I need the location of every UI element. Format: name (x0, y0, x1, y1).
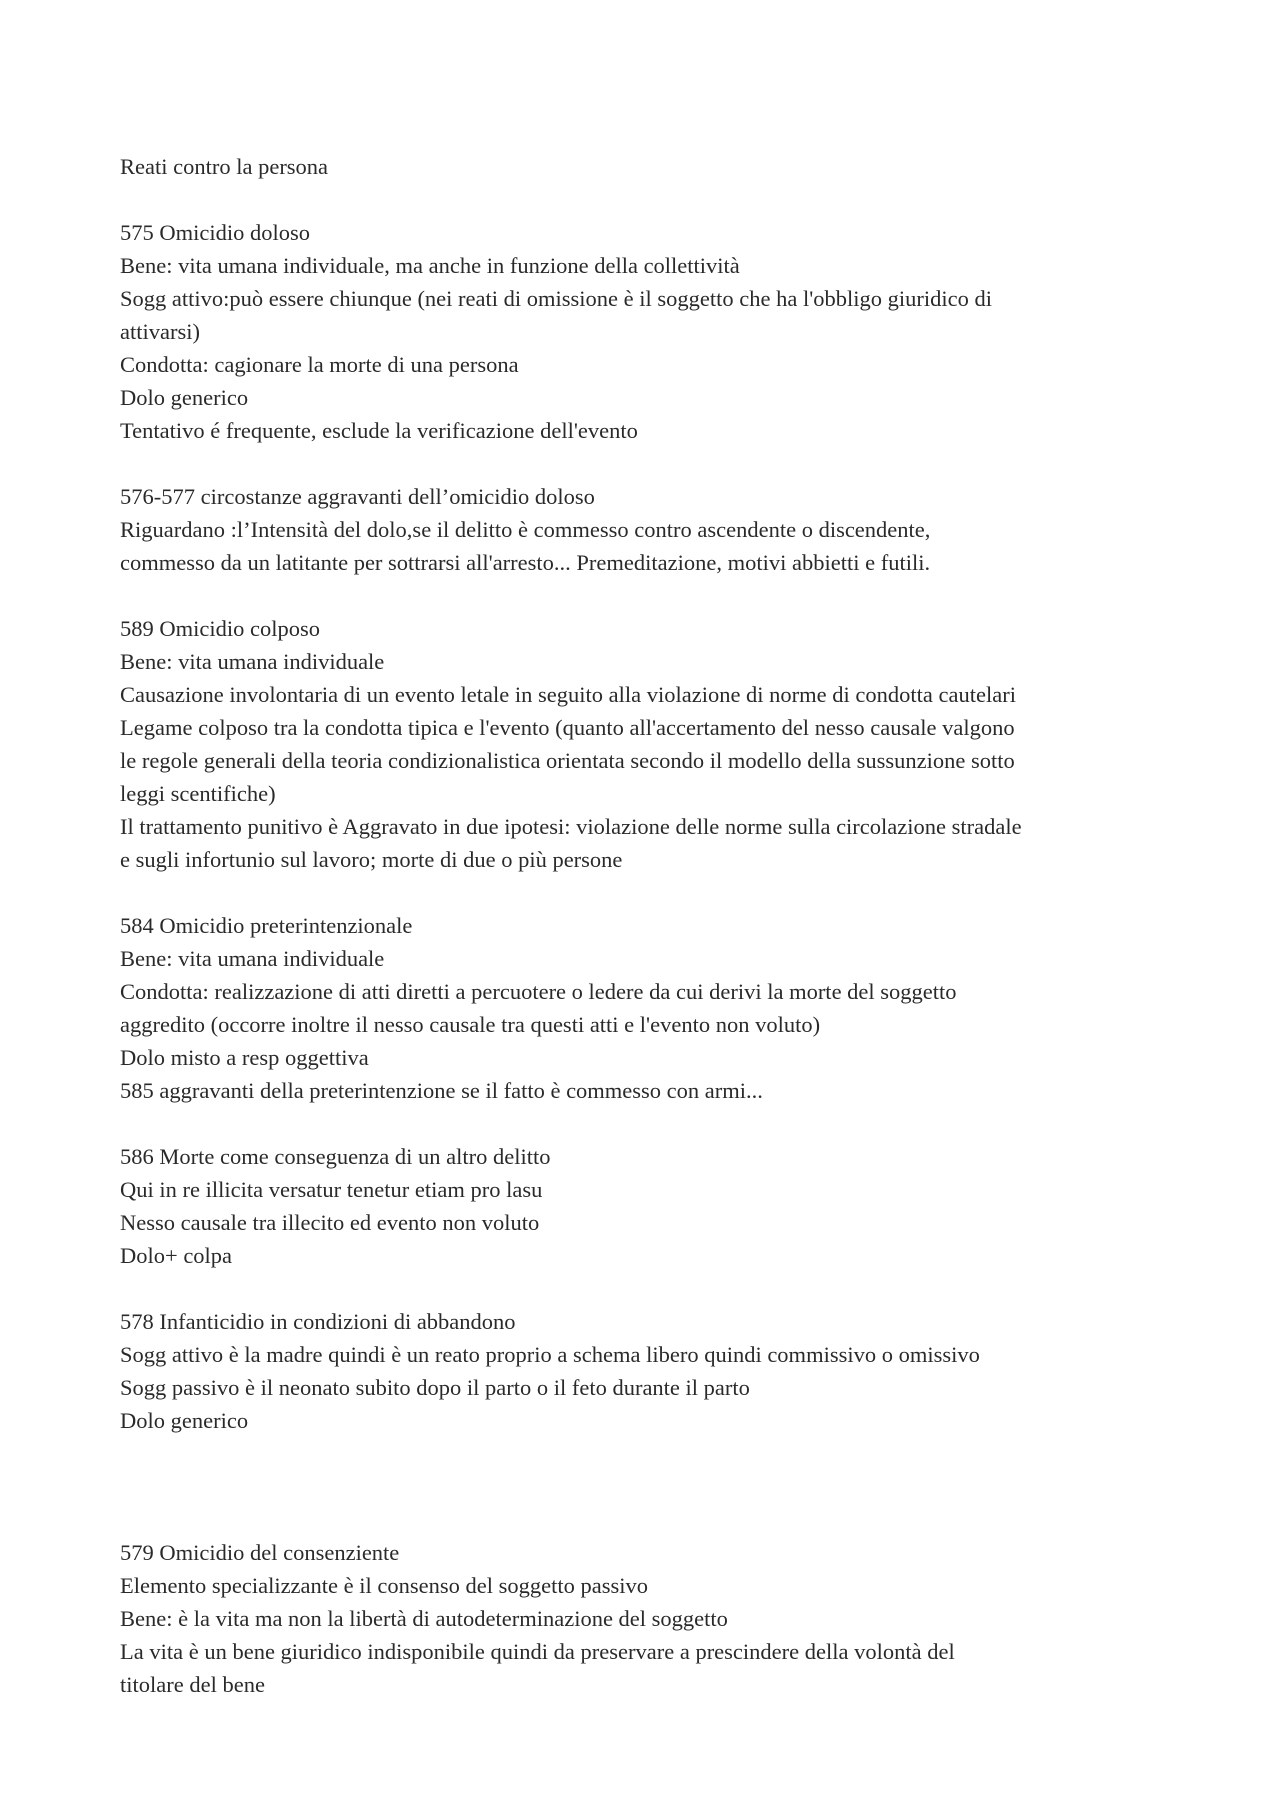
text-line: Sogg attivo:può essere chiunque (nei reati di omissione è il soggetto che ha l'obbligo giuridico di (120, 286, 993, 311)
section-578-infanticidio (120, 1305, 1170, 1437)
text-line: Condotta: realizzazione di atti diretti a percuotere o ledere da cui derivi la morte del soggetto (120, 979, 957, 1004)
text-line: Dolo+ colpa (120, 1243, 233, 1268)
document-title: Reati contro la persona (120, 154, 329, 179)
text-line: aggredito (occorre inoltre il nesso causale tra questi atti e l'evento non voluto) (120, 1012, 821, 1037)
section-heading: 579 Omicidio del consenziente (120, 1540, 400, 1565)
text-line: e sugli infortunio sul lavoro; morte di due o più persone (120, 847, 623, 872)
section-586-morte-conseguenza (120, 1140, 1170, 1272)
section-heading: 575 Omicidio doloso (120, 220, 310, 245)
text-line: Dolo generico (120, 385, 249, 410)
text-line: Dolo misto a resp oggettiva (120, 1045, 369, 1070)
text-line: commesso da un latitante per sottrarsi all'arresto... Premeditazione, motivi abbietti e futili. (120, 550, 931, 575)
text-line: Bene: vita umana individuale (120, 649, 385, 674)
text-line: Riguardano :l’Intensità del dolo,se il delitto è commesso contro ascendente o discendente, (120, 517, 931, 542)
section-heading: 576-577 circostanze aggravanti dell’omicidio doloso (120, 484, 595, 509)
text-line: Causazione involontaria di un evento letale in seguito alla violazione di norme di condotta cautelari (120, 682, 1016, 707)
text-line: titolare del bene (120, 1672, 265, 1697)
text-line: Bene: è la vita ma non la libertà di autodeterminazione del soggetto (120, 1606, 728, 1631)
text-line: Legame colposo tra la condotta tipica e l'evento (quanto all'accertamento del nesso causale valgono (120, 715, 1015, 740)
text-line: le regole generali della teoria condizionalistica orientata secondo il modello della sussunzione sotto (120, 748, 1015, 773)
text-line: Sogg attivo è la madre quindi è un reato proprio a schema libero quindi commissivo o omissivo (120, 1342, 980, 1367)
text-line: Tentativo é frequente, esclude la verificazione dell'evento (120, 418, 638, 443)
text-line: Nesso causale tra illecito ed evento non voluto (120, 1210, 540, 1235)
text-line: Dolo generico (120, 1408, 249, 1433)
section-575-omicidio-doloso (120, 216, 1170, 447)
text-line: Bene: vita umana individuale, ma anche in funzione della collettività (120, 253, 740, 278)
section-589-omicidio-colposo (120, 612, 1170, 876)
text-line: Bene: vita umana individuale (120, 946, 385, 971)
section-heading: 586 Morte come conseguenza di un altro delitto (120, 1144, 551, 1169)
text-line: Condotta: cagionare la morte di una persona (120, 352, 519, 377)
section-heading: 584 Omicidio preterintenzionale (120, 913, 413, 938)
text-line: La vita è un bene giuridico indisponibile quindi da preservare a prescindere della volontà del (120, 1639, 955, 1664)
section-heading: 578 Infanticidio in condizioni di abbandono (120, 1309, 516, 1334)
text-line: Qui in re illicita versatur tenetur etiam pro lasu (120, 1177, 543, 1202)
section-584-omicidio-preterintenzionale (120, 909, 1170, 1107)
text-line: Sogg passivo è il neonato subito dopo il parto o il feto durante il parto (120, 1375, 750, 1400)
section-579-omicidio-consenziente (120, 1536, 1170, 1701)
text-line: leggi scentifiche) (120, 781, 276, 806)
section-heading: 589 Omicidio colposo (120, 616, 320, 641)
text-line: attivarsi) (120, 319, 200, 344)
text-line: Elemento specializzante è il consenso del soggetto passivo (120, 1573, 648, 1598)
text-line: Il trattamento punitivo è Aggravato in due ipotesi: violazione delle norme sulla circolazione stradale (120, 814, 1022, 839)
text-line: 585 aggravanti della preterintenzione se il fatto è commesso con armi... (120, 1078, 763, 1103)
section-576-577-circostanze (120, 480, 1170, 579)
document-page (120, 150, 1170, 1734)
